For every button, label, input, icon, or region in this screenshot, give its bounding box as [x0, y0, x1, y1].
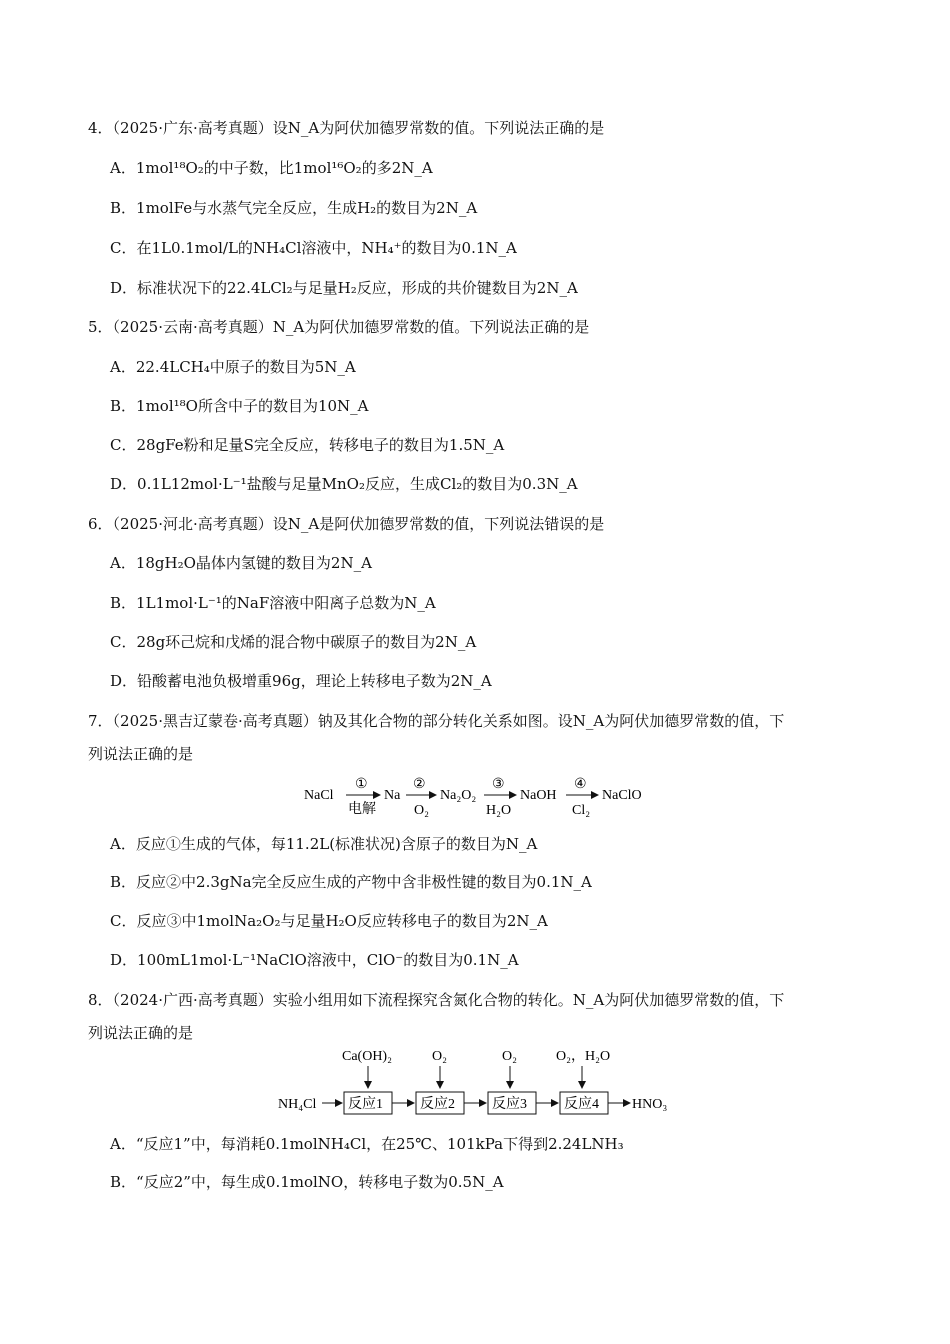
reaction-3-label: 反应3 [492, 1097, 527, 1112]
question-7-option-b: B．反应②中2.3gNa完全反应生成的产物中含非极性键的数目为0.1N_A [110, 873, 592, 891]
input-1: Ca(OH)₂ [342, 1049, 392, 1064]
input-4: O₂，H₂O [556, 1049, 611, 1064]
flow-end: HNO₃ [632, 1097, 668, 1112]
input-2: O₂ [432, 1049, 447, 1064]
scheme-na2o2: Na₂O₂ [440, 788, 477, 803]
question-4-option-d: D．标准状况下的22.4LCl₂与足量H₂反应，形成的共价键数目为2N_A [110, 279, 578, 297]
question-5-option-a: A．22.4LCH₄中原子的数目为5N_A [110, 358, 356, 376]
question-8-stem-line1: 8．（2024·广西·高考真题）实验小组用如下流程探究含氮化合物的转化。N_A为阿伏加德罗常数的值，下 [88, 991, 785, 1009]
question-4-stem: 4．（2025·广东·高考真题）设N_A为阿伏加德罗常数的值。下列说法正确的是 [88, 119, 605, 137]
scheme-label-1: ① [355, 777, 368, 792]
question-7-option-d: D．100mL1mol·L⁻¹NaClO溶液中，ClO⁻的数目为0.1N_A [110, 951, 519, 969]
scheme-condition-4: Cl₂ [572, 803, 591, 818]
reaction-4-label: 反应4 [564, 1097, 599, 1112]
scheme-na: Na [384, 788, 401, 803]
scheme-nacl: NaCl [304, 788, 334, 803]
question-7-stem-line2: 列说法正确的是 [88, 745, 194, 763]
question-7-option-a: A．反应①生成的气体，每11.2L(标准状况)含原子的数目为N_A [110, 835, 538, 853]
question-5-option-c: C．28gFe粉和足量S完全反应，转移电子的数目为1.5N_A [110, 436, 505, 454]
sodium-conversion-scheme [300, 768, 660, 824]
scheme-naclo: NaClO [602, 788, 642, 803]
scheme-condition-2: O₂ [414, 803, 429, 818]
question-6-option-a: A．18gH₂O晶体内氢键的数目为2N_A [110, 554, 372, 572]
scheme-label-2: ② [413, 777, 426, 792]
scheme-naoh: NaOH [520, 788, 557, 803]
question-8-option-b: B．“反应2”中，每生成0.1molNO，转移电子数为0.5N_A [110, 1173, 504, 1191]
question-7-stem-line1: 7．（2025·黑吉辽蒙卷·高考真题）钠及其化合物的部分转化关系如图。设N_A为阿伏加德罗常数的值，下 [88, 712, 785, 730]
question-7-option-c: C．反应③中1molNa₂O₂与足量H₂O反应转移电子的数目为2N_A [110, 912, 548, 930]
scheme-condition-1: 电解 [348, 802, 376, 817]
question-5-option-b: B．1mol¹⁸O所含中子的数目为10N_A [110, 397, 369, 415]
question-6-option-c: C．28g环己烷和戊烯的混合物中碳原子的数目为2N_A [110, 633, 477, 651]
question-6-option-d: D．铅酸蓄电池负极增重96g，理论上转移电子数为2N_A [110, 672, 492, 690]
scheme-condition-3: H₂O [486, 803, 512, 818]
nitrogen-flow-scheme [276, 1044, 686, 1120]
reaction-2-label: 反应2 [420, 1097, 455, 1112]
question-4-option-b: B．1molFe与水蒸气完全反应，生成H₂的数目为2N_A [110, 199, 478, 217]
input-3: O₂ [502, 1049, 517, 1064]
reaction-1-label: 反应1 [348, 1097, 383, 1112]
question-6-stem: 6．（2025·河北·高考真题）设N_A是阿伏加德罗常数的值，下列说法错误的是 [88, 515, 605, 533]
question-8-stem-line2: 列说法正确的是 [88, 1024, 194, 1042]
scheme-label-3: ③ [492, 777, 505, 792]
question-4-option-c: C．在1L0.1mol/L的NH₄Cl溶液中，NH₄⁺的数目为0.1N_A [110, 239, 517, 257]
question-5-option-d: D．0.1L12mol·L⁻¹盐酸与足量MnO₂反应，生成Cl₂的数目为0.3N_A [110, 475, 578, 493]
question-6-option-b: B．1L1mol·L⁻¹的NaF溶液中阳离子总数为N_A [110, 594, 436, 612]
scheme-label-4: ④ [574, 777, 587, 792]
flow-start: NH₄Cl [278, 1097, 317, 1112]
question-4-option-a: A．1mol¹⁸O₂的中子数，比1mol¹⁶O₂的多2N_A [110, 159, 433, 177]
question-5-stem: 5．（2025·云南·高考真题）N_A为阿伏加德罗常数的值。下列说法正确的是 [88, 318, 590, 336]
question-8-option-a: A．“反应1”中，每消耗0.1molNH₄Cl，在25℃、101kPa下得到2.24LNH₃ [110, 1135, 624, 1153]
